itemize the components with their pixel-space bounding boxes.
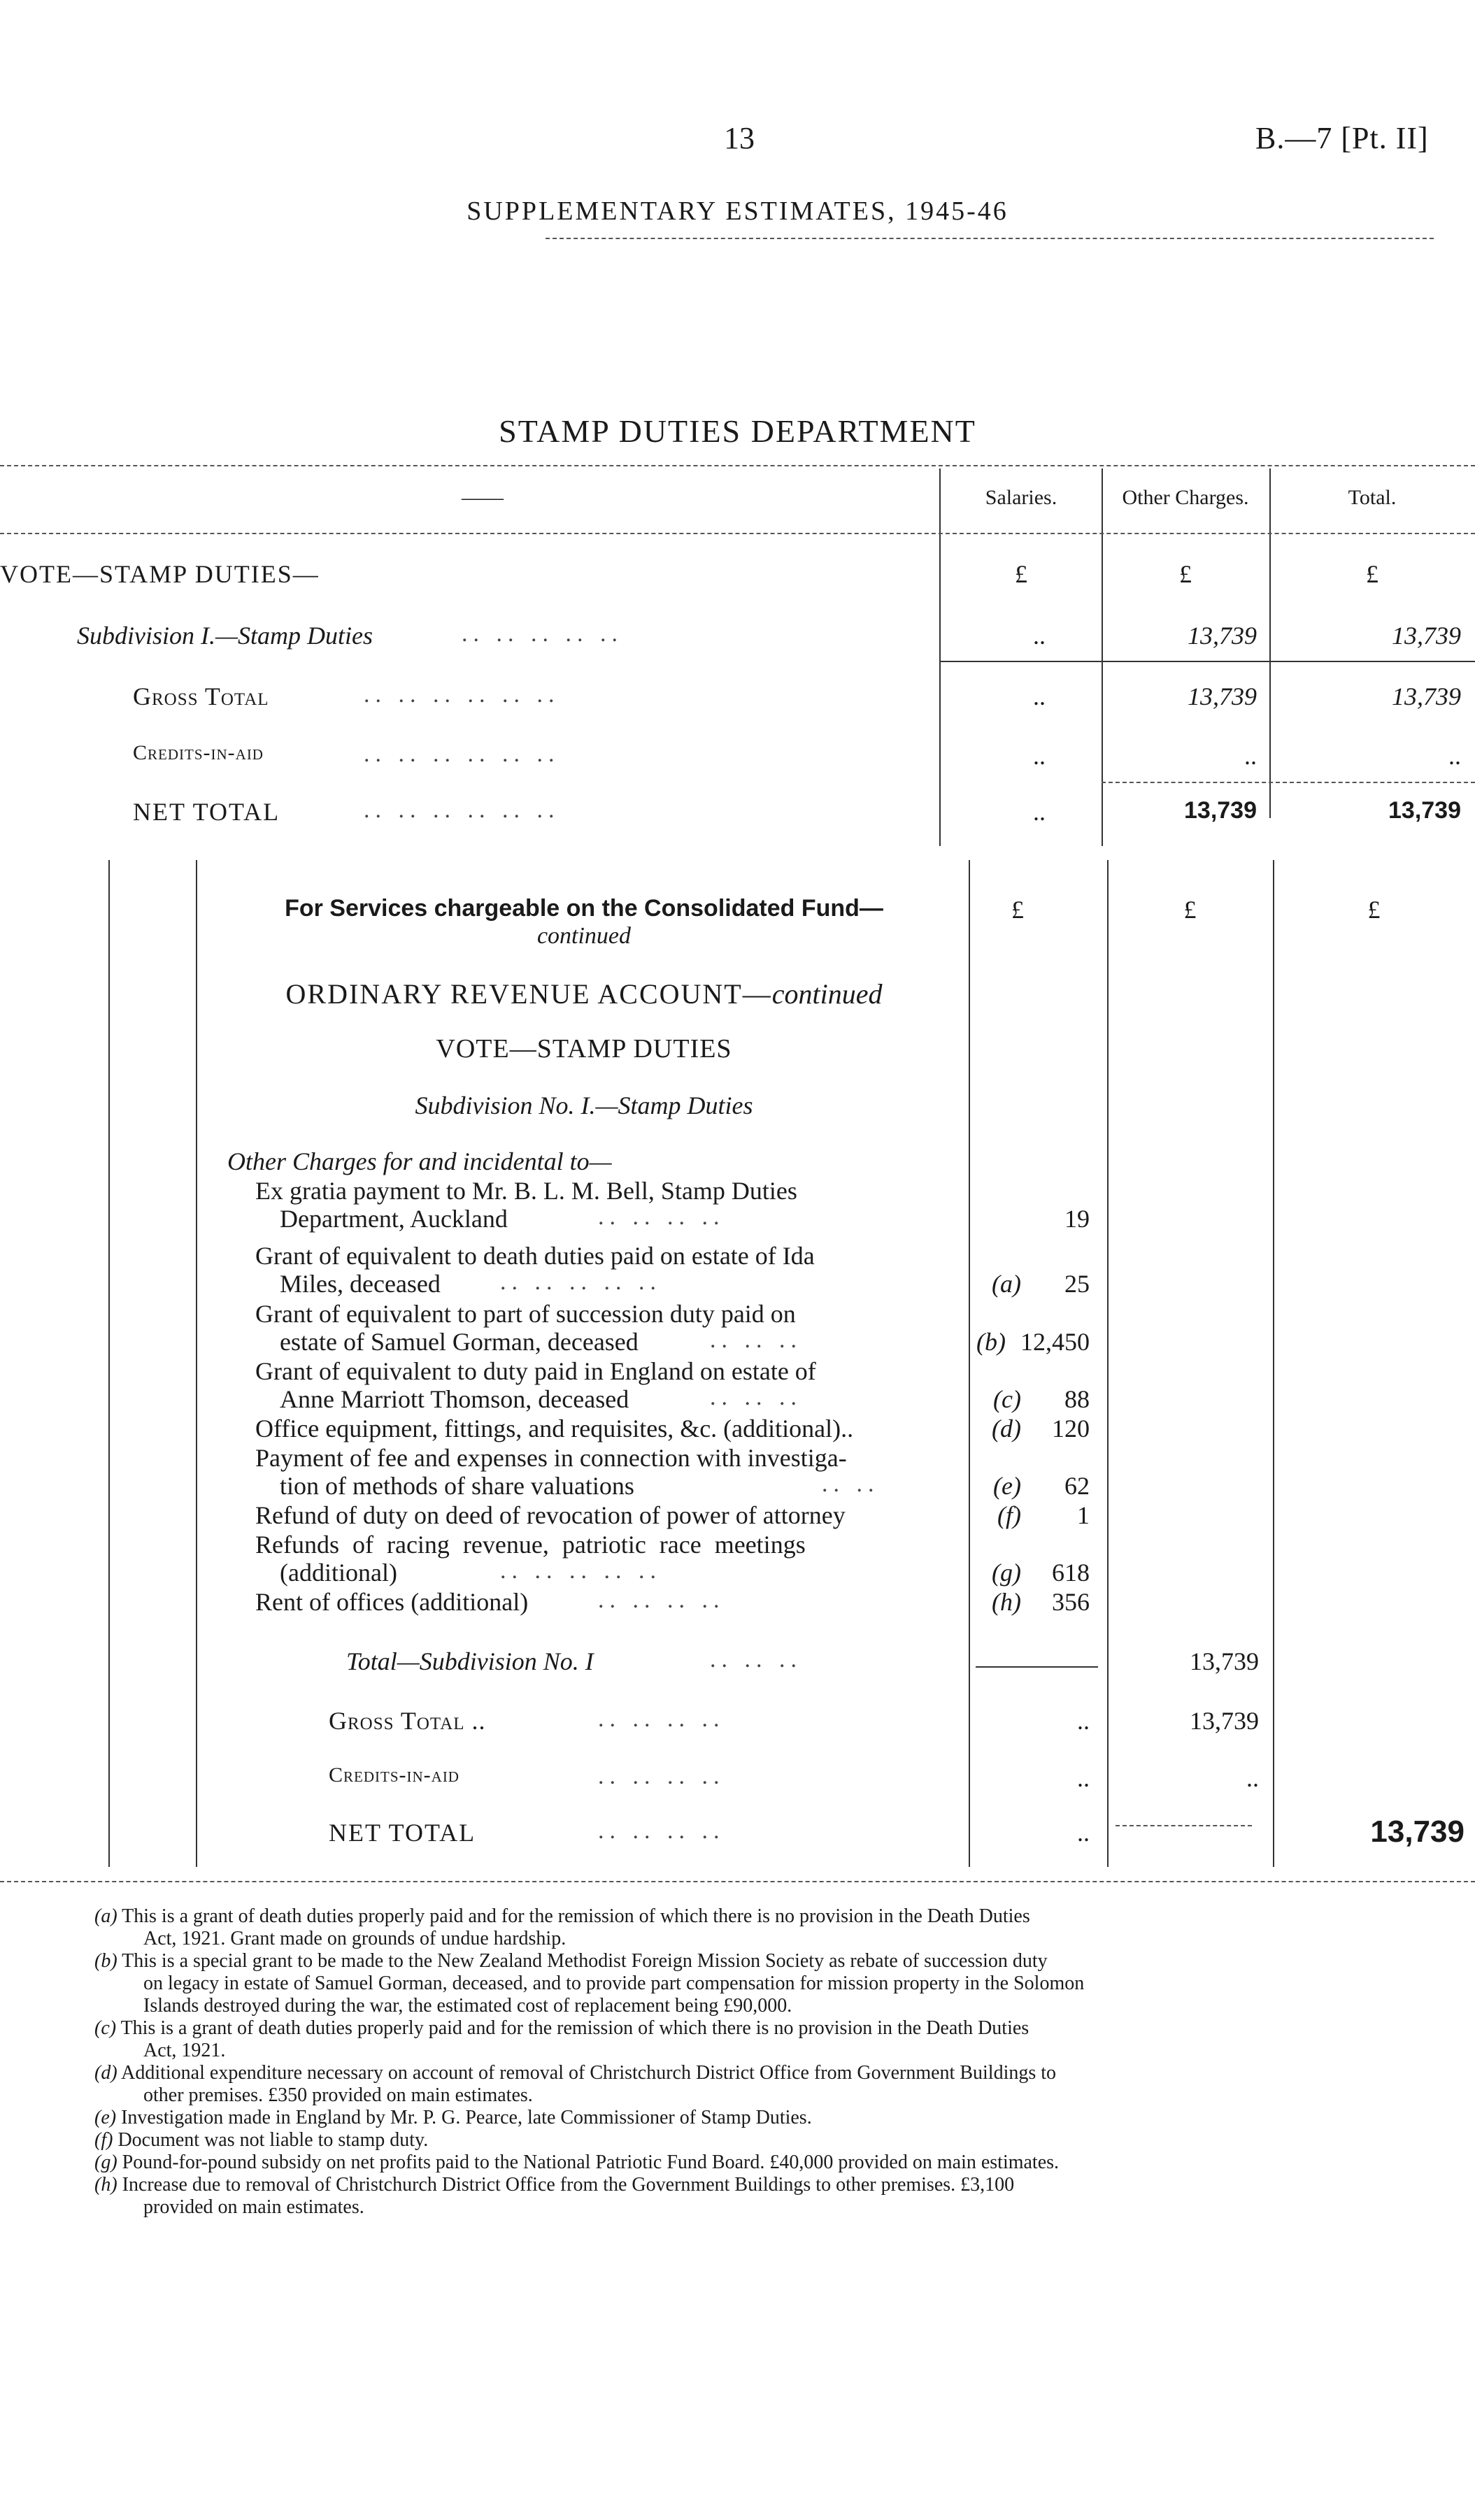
- summary-top-rule: [0, 465, 1475, 466]
- summary-other: 13,739: [1188, 622, 1257, 650]
- detail-col-divider: [969, 860, 970, 1867]
- credits-other: ..: [1246, 1764, 1259, 1792]
- subtotal-rule: [976, 1666, 1098, 1668]
- item-amount: 618: [1052, 1559, 1090, 1587]
- item-note: (f): [997, 1501, 1021, 1529]
- footnote-text: Act, 1921. Grant made on grounds of undue hardship.: [143, 1928, 567, 1949]
- detail-col-divider: [1107, 860, 1109, 1867]
- item-line: Grant of equivalent to duty paid in England on estate of: [255, 1357, 816, 1385]
- currency-other: £: [1179, 560, 1192, 588]
- gross-total-salaries: ..: [1077, 1707, 1090, 1735]
- item-line: Rent of offices (additional): [255, 1588, 529, 1616]
- item-note: (h): [992, 1588, 1021, 1616]
- gross-total-label: Gross Total ..: [329, 1707, 486, 1735]
- summary-salaries: ..: [1033, 798, 1046, 826]
- item-line: (additional): [280, 1559, 397, 1587]
- gross-total-other: 13,739: [1190, 1707, 1259, 1735]
- account-heading-continued: continued: [771, 978, 883, 1010]
- net-total-salaries: ..: [1077, 1819, 1090, 1847]
- item-line: Miles, deceased: [280, 1270, 441, 1298]
- services-heading: For Services chargeable on the Consolidated Fund—: [285, 895, 883, 922]
- item-amount: 356: [1052, 1588, 1090, 1616]
- leader-dots: .. .. .. ..: [598, 1706, 725, 1732]
- summary-salaries: ..: [1033, 622, 1046, 650]
- summary-other: 13,739: [1188, 682, 1257, 710]
- footnote: [94, 1905, 1451, 1928]
- summary-row-label: Credits-in-aid: [133, 741, 264, 764]
- footnote-text: Pound-for-pound subsidy on net profits paid to the National Patriotic Fund Board. £40,000 provided on main estimates.: [122, 2152, 1060, 2173]
- item-note: (a): [992, 1270, 1021, 1298]
- item-line: Grant of equivalent to death duties paid on estate of Ida: [255, 1242, 815, 1270]
- account-heading: [203, 978, 965, 1010]
- footnote: [94, 2017, 1451, 2040]
- item-amount: 1: [1077, 1501, 1090, 1529]
- footnote-text: This is a special grant to be made to the New Zealand Methodist Foreign Mission Society as rebate of succession duty: [122, 1950, 1048, 1972]
- leader-dots: .. .. ..: [710, 1327, 802, 1353]
- other-charges-heading: Other Charges for and incidental to—: [227, 1147, 612, 1175]
- vote-heading: VOTE—STAMP DUTIES: [436, 1034, 732, 1064]
- detail-currency-total: £: [1367, 896, 1381, 924]
- net-rule: [1116, 1825, 1252, 1826]
- summary-rule: [941, 661, 1475, 662]
- leader-dots: .. .. .. .. .. ..: [364, 741, 560, 767]
- item-line: Payment of fee and expenses in connection with investiga-: [255, 1444, 847, 1472]
- detail-bottom-rule: [0, 1881, 1475, 1882]
- item-line: Anne Marriott Thomson, deceased: [280, 1385, 629, 1413]
- item-note: (b): [976, 1328, 1006, 1356]
- total-subdivision-other: 13,739: [1190, 1647, 1259, 1675]
- footnote-label: (d): [94, 2062, 117, 2084]
- summary-rule: [1102, 782, 1475, 783]
- leader-dots: .. .. .. .. ..: [462, 621, 623, 647]
- footnote: [94, 2174, 1451, 2196]
- item-note: (d): [992, 1415, 1021, 1442]
- leader-dots: .. .. .. .. .. ..: [364, 682, 560, 708]
- col-other-charges: Other Charges.: [1122, 486, 1249, 509]
- footnote: [94, 2129, 1451, 2152]
- summary-other: 13,739: [1184, 797, 1257, 824]
- net-total-total: 13,739: [1370, 1814, 1465, 1849]
- footnote-label: (a): [94, 1905, 117, 1927]
- summary-head-rule: [0, 533, 1475, 534]
- footnote-text: other premises. £350 provided on main estimates.: [143, 2084, 533, 2106]
- footnote-label: (c): [94, 2017, 117, 2039]
- detail-margin-line: [196, 860, 197, 1867]
- detail-currency-salaries: £: [1011, 896, 1024, 924]
- item-note: (c): [993, 1385, 1021, 1413]
- col-salaries: Salaries.: [985, 486, 1057, 509]
- detail-currency-other: £: [1183, 896, 1197, 924]
- summary-total: 13,739: [1388, 797, 1461, 824]
- footnote-text: provided on main estimates.: [143, 2196, 364, 2218]
- stub-dash: ——: [462, 486, 504, 509]
- item-line: Grant of equivalent to part of succession duty paid on: [255, 1300, 796, 1328]
- leader-dots: .. .. .. ..: [598, 1763, 725, 1789]
- footnotes: [94, 1905, 1451, 2219]
- footnote: [94, 1950, 1451, 1973]
- footnote-label: (h): [94, 2174, 117, 2196]
- summary-other: ..: [1244, 742, 1257, 770]
- subdivision-heading: Subdivision No. I.—Stamp Duties: [415, 1091, 753, 1119]
- leader-dots: .. .. .. .. .. ..: [364, 797, 560, 823]
- summary-salaries: ..: [1033, 742, 1046, 770]
- item-note: (e): [993, 1472, 1021, 1500]
- summary-row-label: NET TOTAL: [133, 798, 280, 826]
- leader-dots: .. .. .. ..: [598, 1587, 725, 1613]
- leader-dots: .. .. ..: [710, 1384, 802, 1410]
- item-amount: 88: [1064, 1385, 1090, 1413]
- header-rule: [546, 238, 1434, 239]
- item-amount: 12,450: [1020, 1328, 1090, 1356]
- item-line: estate of Samuel Gorman, deceased: [280, 1328, 639, 1356]
- footnote-text: Investigation made in England by Mr. P. G. Pearce, late Commissioner of Stamp Duties.: [121, 2107, 812, 2128]
- account-heading-text: ORDINARY REVENUE ACCOUNT—: [285, 978, 772, 1010]
- leader-dots: .. .. .. .. ..: [500, 1558, 662, 1584]
- item-line: Refund of duty on deed of revocation of power of attorney: [255, 1501, 846, 1529]
- leader-dots: .. .. .. ..: [598, 1204, 725, 1230]
- item-amount: 19: [1064, 1205, 1090, 1233]
- summary-total: 13,739: [1392, 622, 1461, 650]
- footnote: [94, 2062, 1451, 2084]
- item-amount: 25: [1064, 1270, 1090, 1298]
- item-amount: 120: [1052, 1415, 1090, 1442]
- footnote-label: (e): [94, 2107, 117, 2128]
- footnote-text: Islands destroyed during the war, the estimated cost of replacement being £90,000.: [143, 1995, 792, 2017]
- item-line: tion of methods of share valuations: [280, 1472, 634, 1500]
- page-number: 13: [724, 121, 755, 155]
- item-line: Department, Auckland: [280, 1205, 508, 1233]
- credits-label: Credits-in-aid: [329, 1763, 459, 1787]
- footnote-text: Act, 1921.: [143, 2040, 226, 2061]
- footnote-text: Additional expenditure necessary on account of removal of Christchurch District Office from Government Buildings to: [121, 2062, 1057, 2084]
- footnote-label: (b): [94, 1950, 117, 1972]
- summary-salaries: ..: [1033, 682, 1046, 710]
- total-subdivision-label: Total—Subdivision No. I: [346, 1647, 594, 1675]
- currency-salaries: £: [1015, 560, 1027, 588]
- summary-row-label: Subdivision I.—Stamp Duties: [77, 622, 373, 650]
- currency-total: £: [1366, 560, 1378, 588]
- footnote-text: Document was not liable to stamp duty.: [117, 2129, 429, 2151]
- leader-dots: .. ..: [822, 1471, 880, 1497]
- summary-total: ..: [1448, 742, 1461, 770]
- footnote-text: This is a grant of death duties properly paid and for the remission of which there is no provision in the Death Duties: [122, 1905, 1030, 1927]
- col-total: Total.: [1348, 486, 1397, 509]
- document-reference: B.—7 [Pt. II]: [1255, 121, 1429, 155]
- footnote: [94, 2107, 1451, 2129]
- footnote-label: (g): [94, 2152, 117, 2173]
- department-title: STAMP DUTIES DEPARTMENT: [499, 413, 976, 449]
- leader-dots: .. .. .. .. ..: [500, 1269, 662, 1295]
- footnote-label: (f): [94, 2129, 113, 2151]
- summary-col-divider: [1102, 468, 1103, 846]
- services-continued: continued: [536, 923, 632, 949]
- detail-margin-line: [108, 860, 110, 1867]
- summary-total: 13,739: [1392, 682, 1461, 710]
- item-line: Ex gratia payment to Mr. B. L. M. Bell, Stamp Duties: [255, 1177, 797, 1205]
- summary-col-divider: [939, 468, 941, 846]
- leader-dots: .. .. .. ..: [598, 1818, 725, 1844]
- footnote: [94, 2152, 1451, 2174]
- footnote-text: on legacy in estate of Samuel Gorman, deceased, and to provide part compensation for mission property in the Solomon: [143, 1973, 1085, 1994]
- footnote-text: This is a grant of death duties properly paid and for the remission of which there is no provision in the Death Duties: [120, 2017, 1029, 2039]
- footnote-text: Increase due to removal of Christchurch District Office from the Government Buildings to other premises. £3,100: [122, 2174, 1015, 2196]
- item-amount: 62: [1064, 1472, 1090, 1500]
- detail-col-divider: [1273, 860, 1274, 1867]
- vote-label: VOTE—STAMP DUTIES—: [0, 560, 320, 588]
- net-total-label: NET TOTAL: [329, 1819, 476, 1847]
- item-note: (g): [992, 1559, 1021, 1587]
- item-line: Office equipment, fittings, and requisites, &c. (additional)..: [255, 1415, 854, 1442]
- credits-salaries: ..: [1077, 1764, 1090, 1792]
- item-line: Refunds of racing revenue, patriotic race meetings: [255, 1531, 806, 1559]
- document-title: SUPPLEMENTARY ESTIMATES, 1945-46: [466, 196, 1009, 226]
- leader-dots: .. .. ..: [710, 1647, 802, 1673]
- summary-row-label: Gross Total: [133, 682, 269, 710]
